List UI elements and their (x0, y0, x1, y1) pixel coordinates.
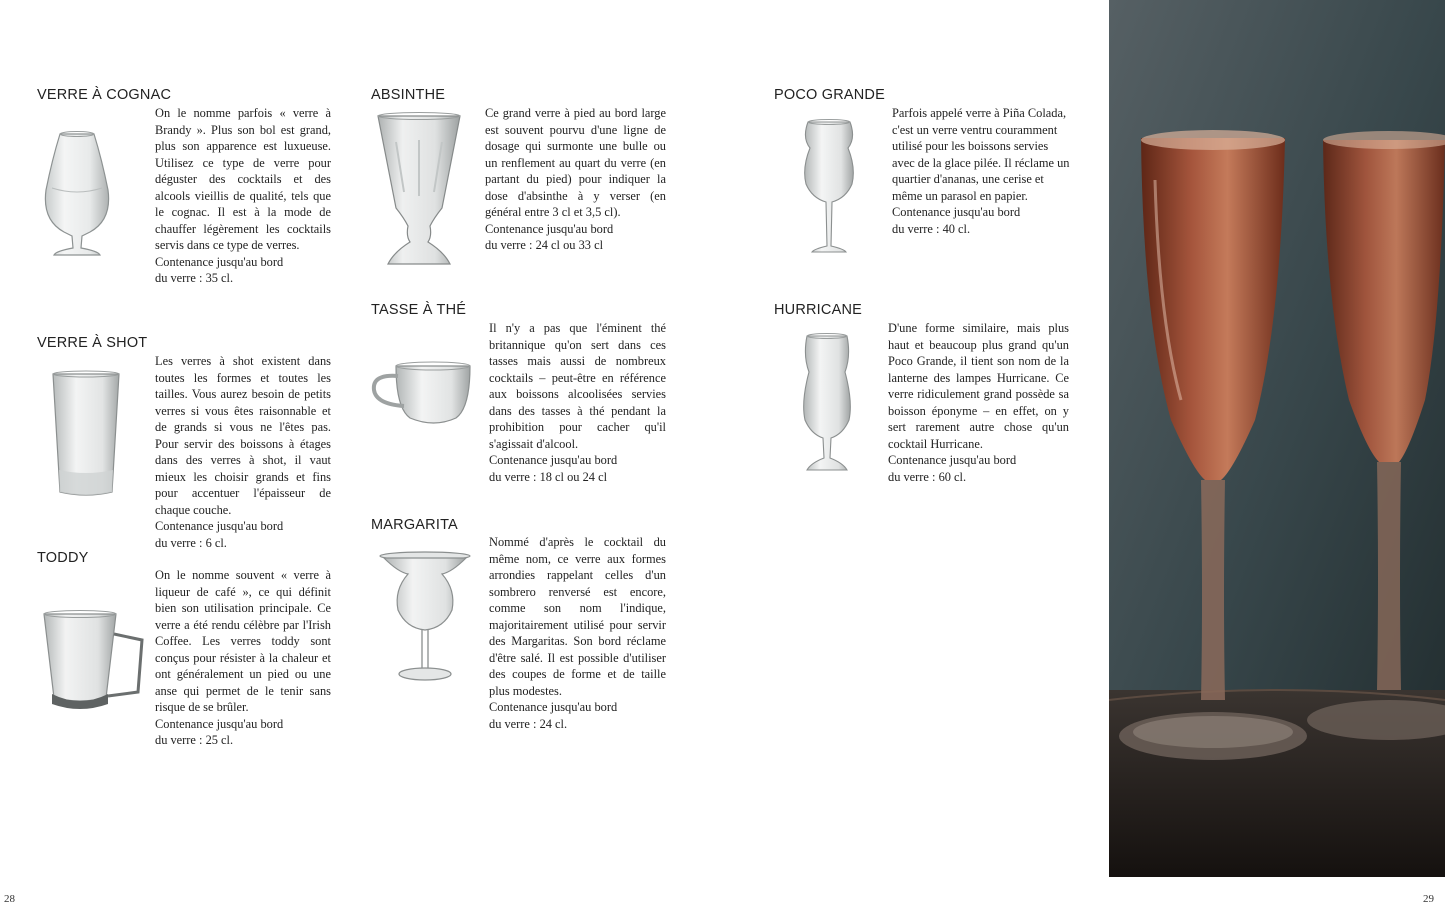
entry-description (892, 105, 1072, 237)
entry-body: D'une forme similaire, mais plus haut et beaucoup plus grand qu'un Poco Grande, il tient son nom de la lanterne des lampes Hurricane. Ce verre ridiculement grand possède sa boisson éponyme – en effet, on y sert rarement autre chose qu'un cocktail Hurricane. (888, 321, 1069, 451)
entry-capacity-value: du verre : 24 cl ou 33 cl (485, 238, 604, 252)
entry-description (155, 353, 331, 551)
hurricane-glass-icon (797, 332, 857, 476)
entry-capacity-label: Contenance jusqu'au bord (888, 453, 1017, 467)
entry-body: Ce grand verre à pied au bord large est souvent pourvu d'une ligne de dosage qui surmonte une bulle ou un renflement au quart du verre (en partant du pied) pour indiquer la dose d'absinthe à y verser (en général entre 3 cl et 3,5 cl). (485, 106, 666, 219)
entry-description (155, 105, 331, 287)
entry-description (485, 105, 666, 254)
entry-body: Il n'y a pas que l'éminent thé britannique qu'on sert dans ces tasses mais aussi de nombreux cocktails – peut-être en référence aux boissons alcoolisées servies dans des tasses à thé pendant la prohibition pour cacher qu'il s'agissait d'alcool. (489, 321, 666, 451)
entry-title: TODDY (37, 550, 89, 566)
entry-title: HURRICANE (774, 302, 862, 318)
entry-body: Parfois appelé verre à Piña Colada, c'est un verre ventru couramment utilisé pour les boissons servies avec de la glace pilée. Il réclame un quartier d'ananas, une cerise et même un parasol en papier. (892, 106, 1070, 203)
shot-glass-icon (50, 370, 122, 500)
entry-title: VERRE À SHOT (37, 335, 148, 351)
entry-capacity-value: du verre : 18 cl ou 24 cl (489, 469, 608, 484)
entry-description (155, 567, 331, 749)
entry-title: POCO GRANDE (774, 87, 885, 103)
champagne-flutes-photo (1109, 0, 1445, 877)
tea-cup-icon (370, 360, 474, 428)
entry-title: TASSE À THÉ (371, 302, 467, 318)
margarita-glass-icon (378, 550, 472, 684)
entry-capacity-label: Contenance jusqu'au bord (155, 254, 284, 269)
entry-description (489, 320, 666, 485)
entry-capacity-value: du verre : 60 cl. (888, 469, 967, 484)
entry-capacity-value: du verre : 24 cl. (489, 716, 568, 731)
entry-capacity-label: Contenance jusqu'au bord (155, 519, 284, 533)
absinthe-glass-icon (374, 112, 464, 270)
entry-body: On le nomme parfois « verre à Brandy ». Plus son bol est grand, plus son apparence est luxueuse. Utilisez ce type de verre pour déguster des cocktails et des alcools vieillis de qualité, tels que le cognac. Il est à la mode de chauffer légèrement les cocktails servis dans ce type de verres. (155, 106, 331, 252)
entry-description (888, 320, 1069, 485)
entry-body: On le nomme souvent « verre à liqueur de café », ce qui définit bien son utilisation principale. Ce verre a été rendu célèbre par l'Irish Coffee. Les verres toddy sont conçus pour résister à la chaleur et ont généralement un pied ou une anse qui permet de le tenir sans risque de se brûler. (155, 568, 331, 714)
entry-description (489, 534, 666, 732)
toddy-glass-icon (38, 608, 148, 714)
page-number-left: 28 (4, 893, 15, 905)
entry-capacity-label: Contenance jusqu'au bord (155, 716, 284, 731)
entry-title: MARGARITA (371, 517, 458, 533)
cognac-glass-icon (42, 130, 112, 260)
page-number-right: 29 (1423, 893, 1434, 905)
entry-title: VERRE À COGNAC (37, 87, 172, 103)
entry-capacity-value: du verre : 35 cl. (155, 271, 234, 285)
entry-capacity-value: du verre : 25 cl. (155, 733, 234, 747)
entry-body: Nommé d'après le cocktail du même nom, ce verre aux formes arrondies rappelant celles d'un sombrero renversé est encore, comme son nom l'indique, majoritairement utilisé pour servir des Margaritas. Son bord réclame d'être salé. Il est possible d'utiliser des coupes de forme et de taille plus modestes. (489, 535, 666, 698)
entry-capacity-label: Contenance jusqu'au bord (489, 453, 618, 467)
entry-capacity-value: du verre : 40 cl. (892, 221, 971, 236)
entry-capacity-label: Contenance jusqu'au bord (489, 700, 618, 714)
entry-body: Les verres à shot existent dans toutes les formes et toutes les tailles. Vous aurez besoin de petits verres si vous êtes raisonnable et de grands si vous ne l'êtes pas. Pour servir des boissons à étages dans des verres à shot, il vaut mieux les choisir grands et fins pour accentuer l'épaisseur de chaque couche. (155, 354, 331, 517)
entry-capacity-label: Contenance jusqu'au bord (892, 205, 1021, 219)
entry-capacity-label: Contenance jusqu'au bord (485, 221, 614, 236)
entry-capacity-value: du verre : 6 cl. (155, 535, 227, 550)
entry-title: ABSINTHE (371, 87, 446, 103)
poco-grande-glass-icon (800, 118, 858, 256)
